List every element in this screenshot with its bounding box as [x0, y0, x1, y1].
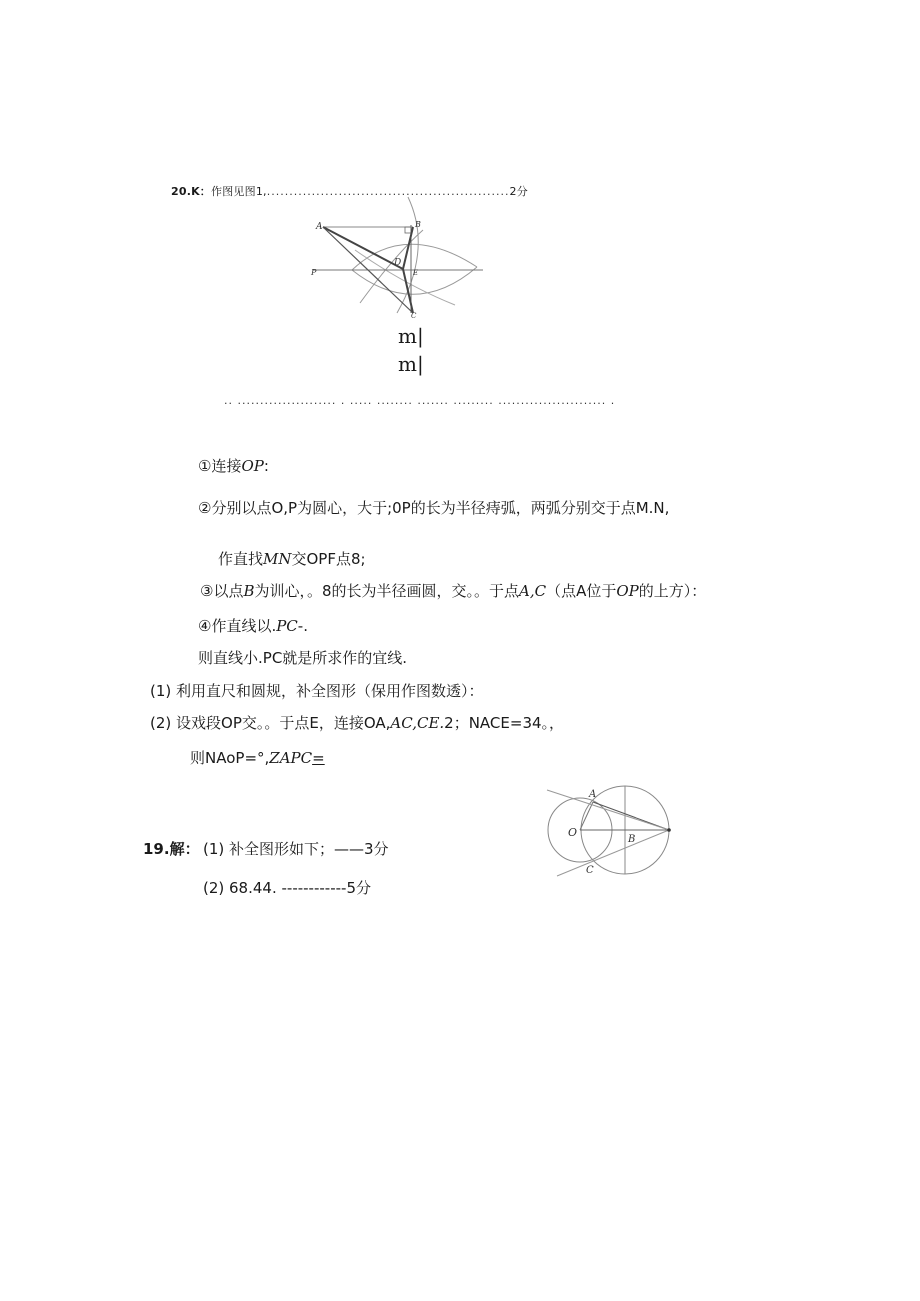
fig2-label-b: B	[628, 834, 636, 845]
question-3-blank: =	[312, 749, 325, 767]
fig1-label-d: D	[394, 258, 402, 268]
answer-19-prefix: 19.解：	[143, 840, 200, 858]
figure-1-caption-1: m|	[398, 324, 424, 348]
step-1-suffix: :	[263, 457, 269, 475]
step-3-d: A,C	[519, 582, 547, 600]
step-3-e: （点A位于	[546, 582, 617, 600]
fig1-label-e: E	[413, 269, 419, 277]
answer-20-text: 作图见图1,	[211, 185, 267, 198]
step-1	[198, 455, 269, 476]
answer-20-score: 2分	[509, 185, 528, 198]
answer-19-line-2: (2) 68.44. ------------5分	[203, 879, 371, 897]
question-2-c: 2；NACE=34。，	[444, 714, 565, 732]
fig2-point-p	[667, 828, 671, 832]
answer-20-number: 20.K：	[171, 185, 212, 198]
step-2b	[218, 548, 366, 569]
fig1-lens-top	[352, 244, 477, 270]
fig1-label-a: A	[316, 222, 323, 232]
fig2-label-c: C	[586, 865, 594, 876]
question-2-b: AC,CE.	[390, 714, 445, 732]
fig1-right-angle-mark	[405, 227, 411, 233]
dotted-separator: .. ...................... . ..... ........ ....... ......... ........................ .	[224, 394, 616, 407]
step-2	[198, 497, 669, 518]
fig1-label-c: C	[411, 312, 417, 320]
fig1-label-b: B	[415, 220, 421, 229]
fig2-line-oa	[580, 802, 593, 830]
question-3	[190, 747, 325, 768]
fig2-label-o: O	[568, 826, 578, 839]
step-4-var: PC	[276, 617, 298, 635]
question-3-b: ZAPC	[269, 749, 313, 767]
step-1-prefix: ①连接	[198, 457, 242, 475]
fig2-label-a: A	[589, 789, 597, 800]
step-4	[198, 615, 308, 636]
question-3-a: 则NAoP=°,	[190, 749, 270, 767]
figure-2-circles	[545, 782, 675, 877]
step-1-var: OP	[241, 457, 264, 475]
fig2-line-tangent-a	[547, 790, 669, 830]
step-2-text: ②分别以点O,P为圆心，大于;0P的长为半径痔弧，两弧分别交于点M.N,	[198, 499, 670, 517]
step-3-a: ③以点	[200, 582, 244, 600]
step-4-prefix: ④作直线以.	[198, 617, 277, 635]
step-3-f: OP	[616, 582, 639, 600]
step-3-c: 为训心，。8的长为半径画圆，交。。于点	[254, 582, 520, 600]
answer-20-dots: ......................................................	[266, 185, 510, 198]
step-3	[200, 580, 706, 601]
step-3-g: 的上方）：	[638, 582, 707, 600]
fig1-arc-right	[397, 197, 418, 313]
figure-1-construction	[305, 195, 495, 320]
step-3-b: B	[243, 582, 255, 600]
question-2-a: (2) 设戏段OP交。。于点E，连接OA,	[150, 714, 391, 732]
step-2b-var: MN	[263, 550, 292, 568]
question-1: (1) 利用直尺和圆规，补全图形（保用作图数透）：	[150, 682, 484, 700]
step-4-suffix: -.	[297, 617, 308, 635]
answer-19-line-1: (1) 补全图形如下；——3分	[203, 840, 389, 858]
step-2b-suffix: 交OPF点8;	[291, 550, 366, 568]
fig1-line-ad	[323, 227, 403, 269]
step-2b-prefix: 作直找	[218, 550, 264, 568]
question-2	[150, 712, 564, 733]
step-5: 则直线小.PC就是所求作的宜线.	[198, 649, 408, 667]
fig1-label-p: P	[311, 268, 317, 277]
figure-1-caption-2: m|	[398, 352, 424, 376]
